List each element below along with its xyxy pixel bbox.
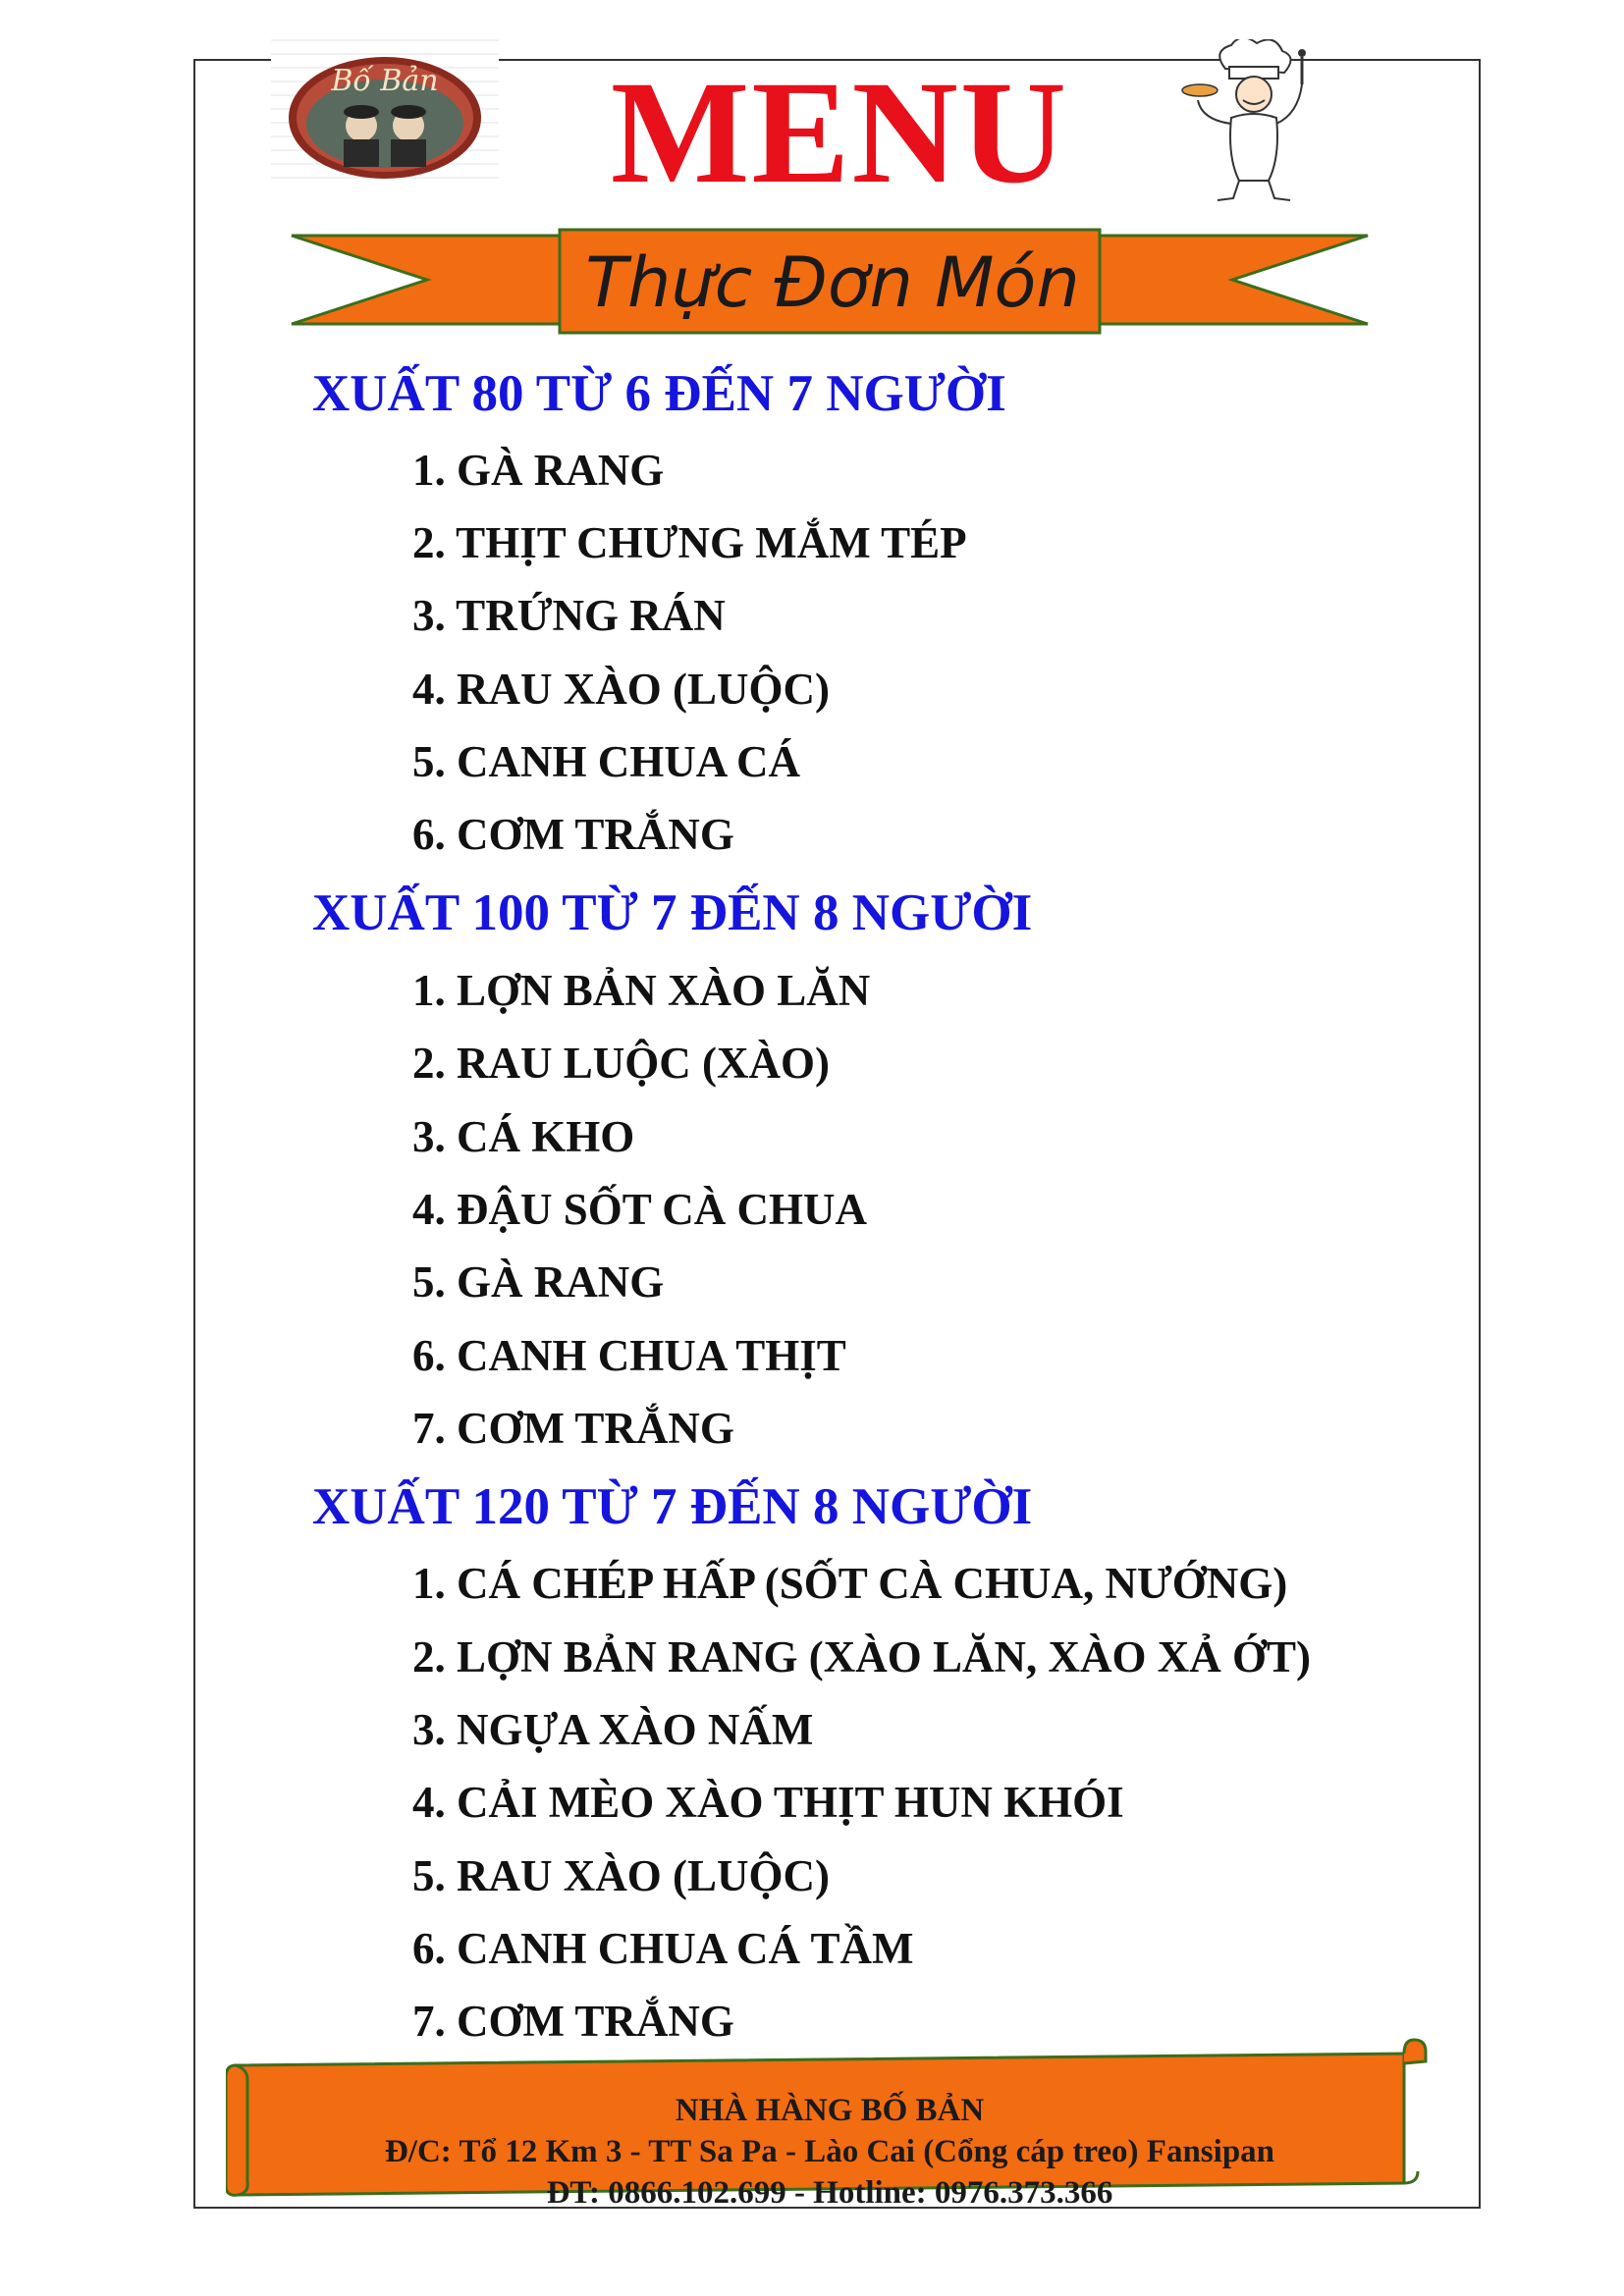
section-heading: XUẤT 100 TỪ 7 ĐẾN 8 NGƯỜI — [312, 884, 1033, 941]
footer-phone: ĐT: 0866.102.699 - Hotline: 0976.373.366 — [546, 2175, 1113, 2211]
section-heading: XUẤT 120 TỪ 7 ĐẾN 8 NGƯỜI — [312, 1478, 1033, 1535]
menu-item: 1. GÀ RANG — [412, 446, 665, 495]
footer-restaurant-name: NHÀ HÀNG BỐ BẢN — [675, 2093, 985, 2128]
menu-item: 1. LỢN BẢN XÀO LĂN — [412, 966, 871, 1015]
logo-text: Bố Bản — [331, 64, 439, 98]
menu-item: 1. CÁ CHÉP HẤP (SỐT CÀ CHUA, NƯỚNG) — [412, 1559, 1288, 1608]
menu-item: 7. CƠM TRẮNG — [412, 1404, 734, 1453]
menu-item: 3. NGỰA XÀO NẤM — [412, 1705, 814, 1754]
menu-item: 6. CƠM TRẮNG — [412, 810, 734, 859]
menu-item: 5. RAU XÀO (LUỘC) — [412, 1851, 830, 1900]
menu-item: 4. ĐẬU SỐT CÀ CHUA — [412, 1185, 867, 1234]
section-heading: XUẤT 80 TỪ 6 ĐẾN 7 NGƯỜI — [312, 365, 1006, 422]
menu-item: 4. CẢI MÈO XÀO THỊT HUN KHÓI — [412, 1778, 1124, 1827]
restaurant-logo — [271, 27, 499, 187]
menu-item: 7. CƠM TRẮNG — [412, 1997, 734, 2046]
chef-illustration — [1178, 39, 1326, 206]
menu-item: 4. RAU XÀO (LUỘC) — [412, 665, 830, 714]
menu-item: 3. CÁ KHO — [412, 1112, 635, 1161]
menu-item: 2. THỊT CHƯNG MẮM TÉP — [412, 518, 967, 567]
page-title: MENU — [610, 51, 1069, 214]
menu-item: 5. GÀ RANG — [412, 1257, 665, 1307]
menu-item: 6. CANH CHUA CÁ TẦM — [412, 1924, 914, 1973]
menu-item: 6. CANH CHUA THỊT — [412, 1331, 846, 1380]
menu-item: 2. LỢN BẢN RANG (XÀO LĂN, XÀO XẢ ỚT) — [412, 1632, 1312, 1682]
menu-item: 3. TRỨNG RÁN — [412, 591, 726, 640]
menu-item: 2. RAU LUỘC (XÀO) — [412, 1039, 830, 1088]
menu-item: 5. CANH CHUA CÁ — [412, 737, 801, 786]
ribbon-title: Thực Đơn Món — [585, 242, 1080, 323]
footer-address: Đ/C: Tổ 12 Km 3 - TT Sa Pa - Lào Cai (Cổng cáp treo) Fansipan — [384, 2134, 1275, 2169]
